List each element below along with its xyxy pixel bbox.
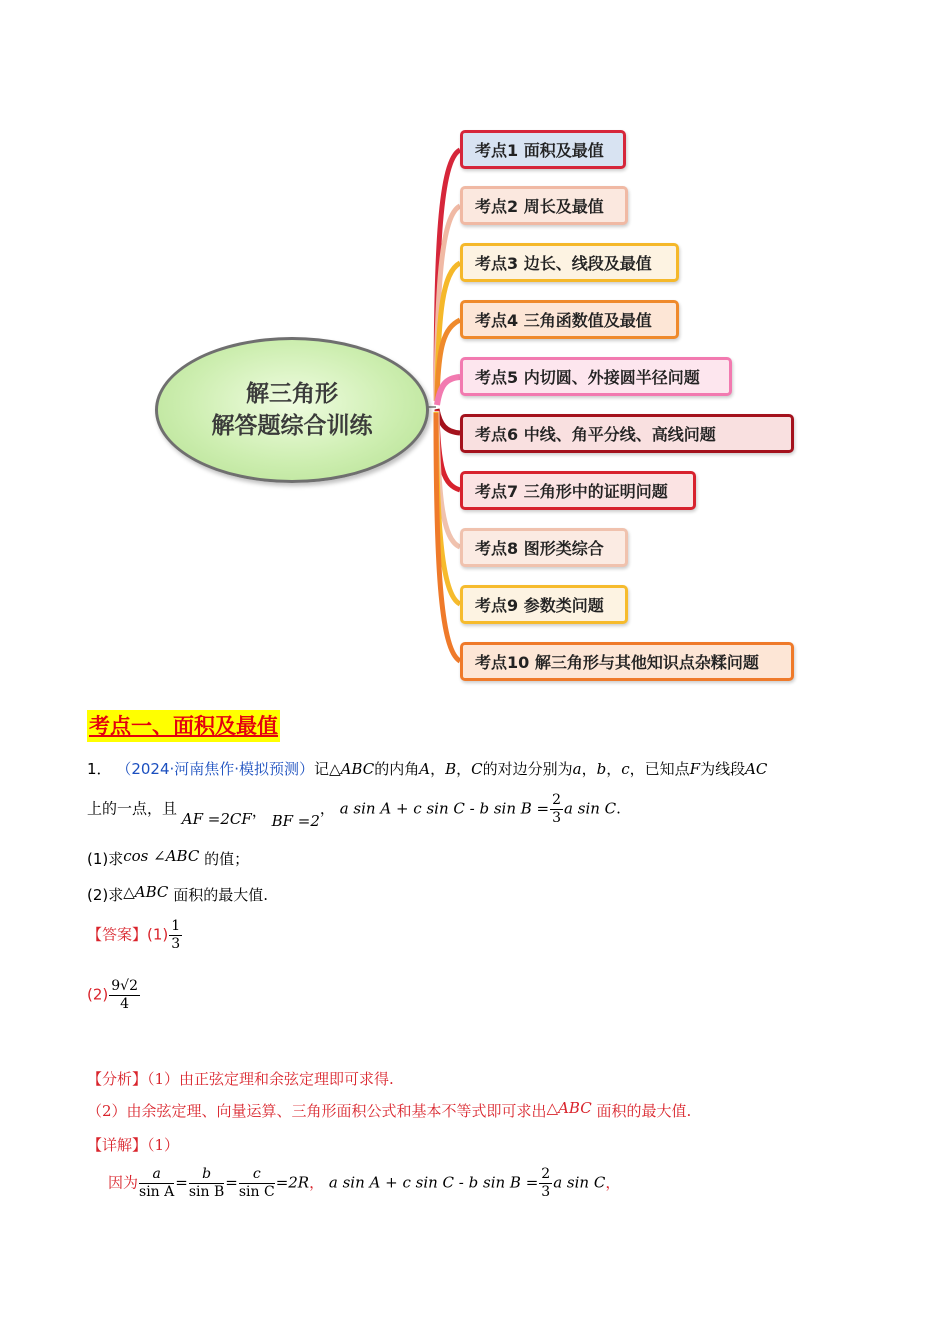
sine-ratio-b [189, 1166, 224, 1201]
fraction-numerator: 1 [171, 918, 181, 934]
var-A: A [419, 760, 431, 778]
problem-text: 的内角 [374, 760, 420, 778]
comma: ， [430, 760, 446, 778]
detail-eq-rhs: a sin C [553, 1173, 606, 1192]
branch-6 [437, 409, 460, 433]
var-a: a [572, 760, 582, 778]
fraction-numerator: 2 [552, 792, 562, 808]
answer-2-fraction [109, 978, 140, 1013]
topic-node-2: 考点2 周长及最值 [460, 186, 628, 225]
fraction-denominator: 3 [171, 936, 181, 952]
var-b: b [596, 760, 607, 778]
condition-1: AF =2CF [181, 809, 252, 828]
fraction-denominator: 3 [552, 810, 562, 826]
comma: ， [605, 1173, 621, 1192]
comma: ， [581, 760, 597, 778]
topic-node-1: 考点1 面积及最值 [460, 130, 626, 169]
mind-map-center [155, 337, 429, 483]
var-c: c [621, 760, 630, 778]
detail-part: （1） [147, 1136, 180, 1154]
fraction-denominator: sin C [238, 1184, 275, 1200]
topic-node-10: 考点10 解三角形与其他知识点杂糅问题 [460, 642, 794, 681]
var-C: C [471, 760, 483, 778]
fraction-denominator: sin A [139, 1184, 175, 1200]
comma: ， [251, 801, 267, 820]
topic-node-5: 考点5 内切圆、外接圆半径问题 [460, 357, 732, 396]
topic-node-3: 考点3 边长、线段及最值 [460, 243, 679, 282]
fraction [550, 792, 563, 827]
detail-eq-lhs: a sin A + c sin C - b sin B = [328, 1173, 539, 1192]
topic-node-6: 考点6 中线、角平分线、高线问题 [460, 414, 794, 453]
topic-node-4: 考点4 三角函数值及最值 [460, 300, 679, 339]
fraction-denominator: 4 [120, 996, 130, 1012]
comma: ， [309, 1173, 325, 1192]
problem-text: 记 [314, 760, 330, 778]
detail-equation [108, 1166, 620, 1201]
problem-line-2 [87, 792, 621, 830]
equals-2R: =2R [275, 1173, 310, 1192]
topic-node-9: 考点9 参数类问题 [460, 585, 628, 624]
answer-2-label: (2) [87, 985, 109, 1004]
question-2-math: △ABC [123, 883, 169, 901]
question-1-suffix: 的值； [204, 850, 250, 868]
fraction [539, 1166, 552, 1201]
period: . [616, 799, 621, 818]
analysis-1 [87, 1068, 394, 1089]
comma: ， [319, 799, 335, 818]
answer-1-fraction [169, 918, 182, 953]
answer-label: 【答案】(1) [87, 925, 169, 944]
analysis-2 [87, 1100, 691, 1121]
problem-line-1 [87, 758, 767, 779]
fraction-numerator: b [189, 1166, 224, 1184]
sine-ratio-c [239, 1166, 275, 1201]
section-title: 考点一、面积及最值 [87, 710, 280, 742]
var-AC: AC [745, 760, 768, 778]
problem-text: ，已知点 [629, 760, 690, 778]
analysis-label: 【分析】 [87, 1070, 148, 1088]
detail-label: 【详解】 [87, 1136, 148, 1154]
var-B: B [445, 760, 457, 778]
problem-text: 上的一点，且 [87, 799, 178, 818]
condition-3-rhs: a sin C [564, 799, 617, 818]
triangle-symbol: △ABC [329, 760, 375, 778]
fraction-numerator: 2 [541, 1166, 551, 1182]
analysis-text-1: （1）由正弦定理和余弦定理即可求得. [147, 1070, 394, 1088]
branch-5 [437, 377, 460, 405]
topic-node-8: 考点8 图形类综合 [460, 528, 628, 567]
question-1-math: cos ∠ABC [123, 847, 200, 865]
problem-source: （2024·河南焦作·模拟预测） [116, 760, 315, 778]
fraction-numerator: 9√2 [111, 978, 138, 994]
answer-2 [87, 978, 141, 1013]
equals: = [225, 1173, 238, 1192]
fraction-numerator: a [139, 1166, 174, 1184]
condition-2: BF =2 [271, 811, 320, 830]
equals: = [175, 1173, 188, 1192]
question-2 [87, 884, 268, 905]
comma: ， [606, 760, 622, 778]
fraction-denominator: sin B [188, 1184, 225, 1200]
question-1-prefix: (1)求 [87, 850, 124, 868]
analysis-text-2-suffix: 面积的最大值. [596, 1102, 692, 1120]
question-1 [87, 848, 249, 869]
analysis-text-2: （2）由余弦定理、向量运算、三角形面积公式和基本不等式即可求出 [87, 1102, 547, 1120]
comma: ， [456, 760, 472, 778]
var-F: F [689, 760, 701, 778]
because-text: 因为 [108, 1173, 139, 1192]
center-title-line1: 解三角形 [246, 381, 338, 407]
question-2-prefix: (2)求 [87, 886, 124, 904]
detail-label-line [87, 1134, 179, 1155]
topic-node-7: 考点7 三角形中的证明问题 [460, 471, 696, 510]
question-2-suffix: 面积的最大值. [173, 886, 268, 904]
analysis-math: △ABC [546, 1099, 592, 1117]
condition-3-lhs: a sin A + c sin C - b sin B = [339, 799, 550, 818]
answer-1 [87, 918, 183, 953]
fraction-numerator: c [239, 1166, 275, 1184]
center-title-line2: 解答题综合训练 [211, 413, 373, 439]
sine-ratio-a [139, 1166, 174, 1201]
problem-text: 的对边分别为 [482, 760, 573, 778]
problem-text: 为线段 [700, 760, 746, 778]
fraction-denominator: 3 [541, 1184, 551, 1200]
problem-number: 1． [87, 760, 112, 778]
